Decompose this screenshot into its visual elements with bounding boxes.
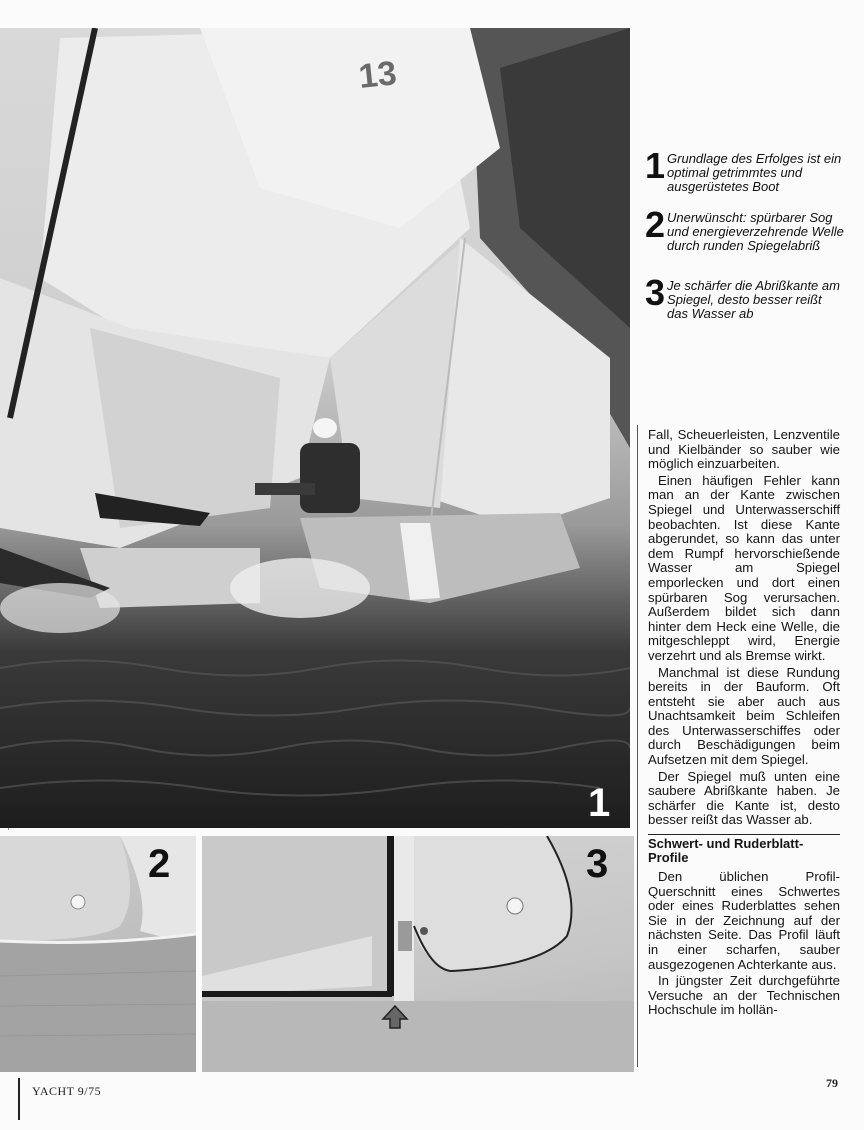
footer-page-number: 79: [826, 1076, 838, 1090]
photo1-number: 1: [588, 781, 611, 825]
article-paragraph: In jüngster Zeit durchgeführte Versuche an der Technischen Hochschule im hollän-: [648, 973, 840, 1018]
caption-1: [645, 145, 845, 194]
article-paragraph: Der Spiegel muß unten eine saubere Abrißkante haben. Je schärfer die Kante ist, desto besser reißt das Wasser ab.: [648, 768, 840, 828]
footer-rule: [18, 1078, 20, 1120]
photo2-number: 2: [148, 842, 171, 886]
footer-magazine-issue: YACHT 9/75: [32, 1084, 102, 1098]
caption-3-number: 3: [645, 272, 666, 313]
article-paragraph: Den üblichen Profil-Querschnitt eines Schwertes oder eines Ruderblattes sehen Sie in der Zeichnung auf der nächsten Seite. Das Profil läuft in einer scharfen, sauber ausgezogenen Achterkante aus.: [648, 869, 840, 972]
caption-2-number: 2: [645, 204, 666, 245]
article-paragraph: Manchmal ist diese Rundung bereits in der Bauform. Oft entsteht sie aber auch aus Unachtsamkeit beim Schleifen des Unterwasserschiffes oder durch Beschädigungen beim Aufsetzen mit dem Spiegel.: [648, 664, 840, 768]
caption-1-number: 1: [645, 145, 666, 186]
article-paragraph: Fall, Scheuerleisten, Lenzventile und Kielbänder so sauber wie möglich einzuarbeiten.: [648, 427, 840, 472]
photo3-illustration: [202, 836, 634, 1072]
photo3-number: 3: [586, 842, 609, 886]
caption-2-text: Unerwünscht: spürbarer Sog und energieverzehrende Welle durch runden Spiegelabriß: [667, 210, 844, 253]
photo-sailing-boats: [0, 28, 630, 828]
article-subheading: Schwert- und Ruderblatt-Profile: [648, 834, 840, 865]
article-paragraph: Einen häufigen Fehler kann man an der Kante zwischen Spiegel und Unterwasserschiff beobachten. Ist diese Kante abgerundet, so kann das unter dem Rumpf hervorschießende Wasser am Spiegel emporlecken und dort einen spürbaren Sog verursachen. Außerdem bildet sich dann hinter dem Heck eine Welle, die mitgeschleppt wird, Energie verzehrt und als Bremse wirkt.: [648, 472, 840, 663]
article-column: [648, 428, 840, 1020]
caption-2: [645, 204, 845, 253]
caption-1-text: Grundlage des Erfolges ist ein optimal getrimmtes und ausgerüstetes Boot: [667, 151, 842, 194]
photo1-illustration: [0, 28, 630, 828]
column-rule: [637, 425, 638, 1067]
svg-text:13: 13: [356, 54, 399, 96]
caption-3: [645, 272, 845, 321]
photo-rounded-transom: [0, 836, 196, 1072]
photo-sharp-transom: [202, 836, 634, 1072]
caption-3-text: Je schärfer die Abrißkante am Spiegel, desto besser reißt das Wasser ab: [667, 278, 840, 321]
